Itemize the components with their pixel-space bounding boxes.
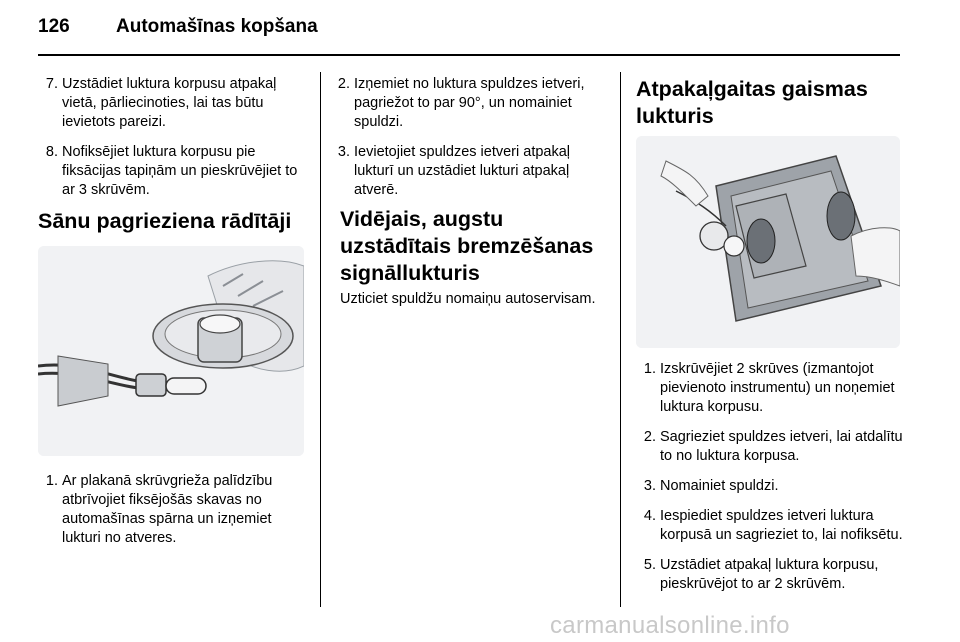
page-number: 126 — [38, 16, 70, 37]
step-number: 4. — [643, 508, 656, 524]
column-1 — [38, 75, 310, 211]
list-item — [636, 360, 906, 417]
list-item — [636, 507, 906, 545]
step-text: Ar plakanā skrūvgrieža palīdzību atbrīvojiet fiksējošās skavas no automašīnas spārna un izņemiet lukturi no atveres. — [62, 473, 273, 546]
column-1-bottom — [38, 472, 310, 559]
step-text: Uzstādiet atpakaļ luktura korpusu, pieskrūvējot to ar 2 skrūvēm. — [660, 557, 879, 592]
step-text: Izņemiet no luktura spuldzes ietveri, pagriežot to par 90°, un nomainiet spuldzi. — [354, 76, 585, 130]
step-text: Nomainiet spuldzi. — [660, 478, 779, 494]
list-item — [38, 472, 310, 548]
section-heading: Vidējais, augstu uzstādītais bremzēšanas signāllukturis — [340, 207, 594, 285]
column-2 — [330, 75, 612, 211]
step-number: 3. — [643, 478, 656, 494]
section-paragraph: Uzticiet spuldžu nomaiņu autoservisam. — [340, 291, 596, 307]
step-text: Nofiksējiet luktura korpusu pie fiksācijas tapiņām un pieskrūvējiet to ar 3 skrūvēm. — [62, 144, 298, 198]
list-item — [38, 143, 310, 200]
header-rule — [38, 54, 900, 56]
page-title: Automašīnas kopšana — [116, 16, 318, 37]
list-item — [636, 477, 906, 496]
watermark: carmanualsonline.info — [550, 612, 790, 639]
steps-list — [38, 472, 310, 548]
column-divider-1 — [320, 72, 321, 607]
step-number: 3. — [337, 144, 350, 160]
reversing-light-illustration — [636, 136, 900, 348]
step-number: 2. — [643, 429, 656, 445]
step-text: Izskrūvējiet 2 skrūves (izmantojot pievienoto instrumentu) un noņemiet luktura korpusu. — [660, 361, 895, 415]
side-indicator-illustration — [38, 246, 304, 456]
steps-list — [636, 360, 906, 594]
step-text: Iespiediet spuldzes ietveri luktura korpusā un sagrieziet to, lai nofiksētu. — [660, 508, 903, 543]
section-heading: Sānu pagrieziena rādītāji — [38, 209, 292, 233]
step-number: 2. — [337, 76, 350, 92]
list-item — [330, 75, 612, 132]
step-text: Ievietojiet spuldzes ietveri atpakaļ lukturī un uzstādiet lukturi atpakaļ atverē. — [354, 144, 571, 198]
step-text: Uzstādiet luktura korpusu atpakaļ vietā, pārliecinoties, lai tas būtu ievietots pareizi. — [62, 76, 277, 130]
list-item — [636, 556, 906, 594]
list-item — [38, 75, 310, 132]
column-3 — [636, 360, 906, 605]
step-number: 5. — [643, 557, 656, 573]
step-number: 1. — [45, 473, 58, 489]
section-heading: Atpakaļgaitas gaismas lukturis — [636, 77, 868, 128]
list-item — [636, 428, 906, 466]
step-number: 8. — [45, 144, 58, 160]
step-number: 7. — [45, 76, 58, 92]
steps-list — [330, 75, 612, 200]
list-item — [330, 143, 612, 200]
step-number: 1. — [643, 361, 656, 377]
column-divider-2 — [620, 72, 621, 607]
step-text: Sagrieziet spuldzes ietveri, lai atdalītu to no luktura korpusa. — [660, 429, 903, 464]
steps-list — [38, 75, 310, 200]
